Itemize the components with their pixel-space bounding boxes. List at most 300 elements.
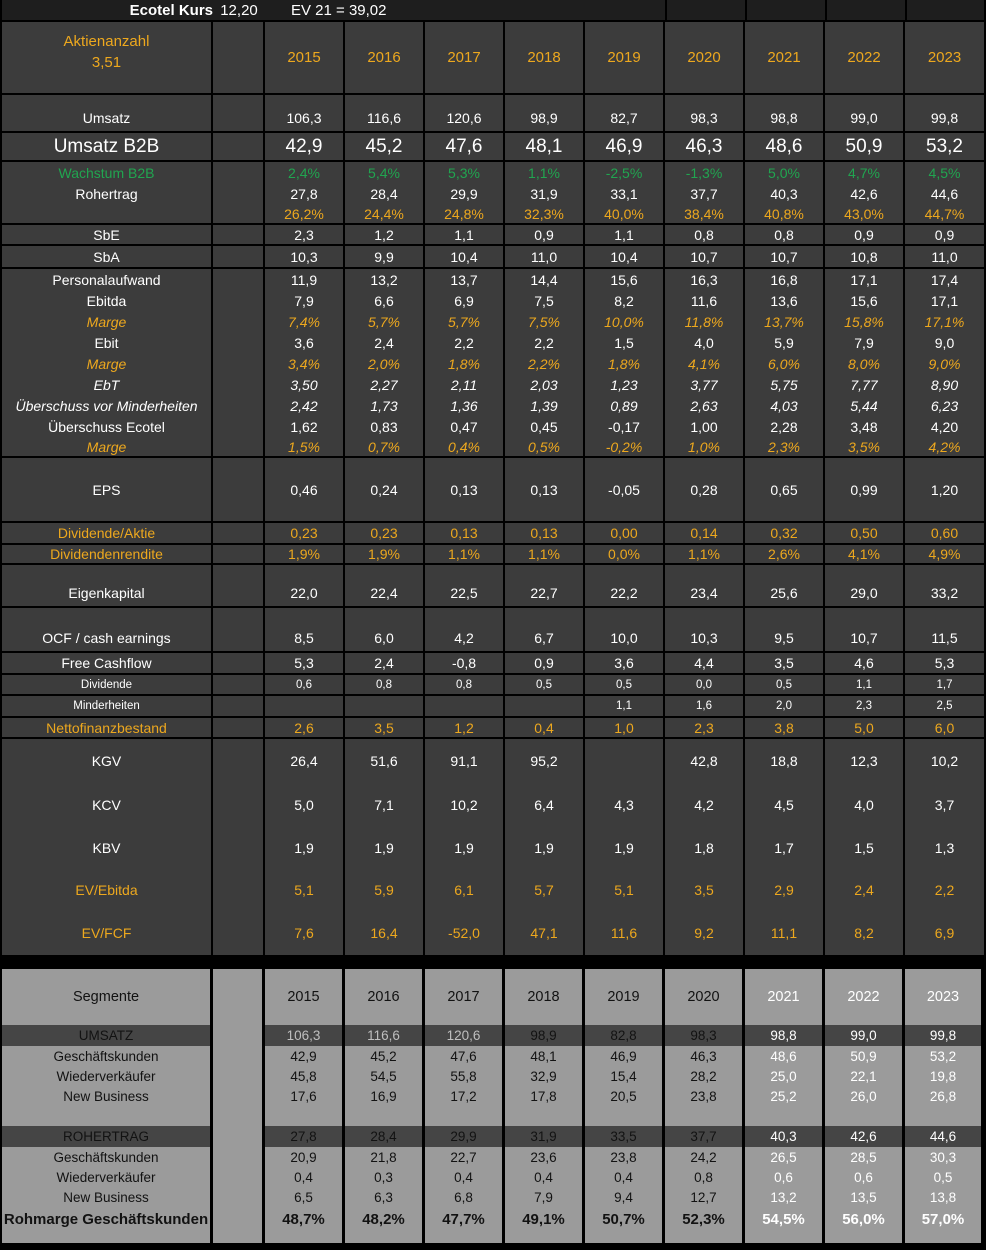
cell[interactable]: 4,0 bbox=[825, 783, 905, 827]
cell[interactable]: 5,4% bbox=[345, 162, 425, 183]
cell[interactable]: 120,6 bbox=[425, 1025, 505, 1046]
cell[interactable]: 0,9 bbox=[505, 653, 585, 673]
cell[interactable]: 17,1 bbox=[825, 269, 905, 290]
row-label[interactable]: Ebitda bbox=[2, 290, 213, 311]
cell[interactable]: 17,6 bbox=[265, 1086, 345, 1106]
cell[interactable]: 3,48 bbox=[825, 416, 905, 437]
cell[interactable]: 3,5 bbox=[745, 653, 825, 673]
cell[interactable]: 3,8 bbox=[745, 718, 825, 737]
cell[interactable]: 20,9 bbox=[265, 1147, 345, 1167]
cell[interactable]: 4,5% bbox=[928, 164, 961, 181]
cell[interactable]: 2,3 bbox=[665, 718, 745, 737]
cell[interactable]: 23,6 bbox=[505, 1147, 585, 1167]
cell[interactable]: 98,9 bbox=[505, 95, 585, 131]
row-label[interactable] bbox=[2, 204, 213, 223]
year-header[interactable]: 2019 bbox=[585, 969, 665, 1025]
cell[interactable]: 32,3% bbox=[505, 204, 585, 223]
row-label[interactable]: SbA bbox=[2, 246, 213, 267]
cell[interactable]: 31,9 bbox=[505, 183, 585, 204]
cell[interactable]: 11,6 bbox=[585, 911, 665, 955]
cell[interactable]: -0,05 bbox=[585, 458, 665, 521]
cell[interactable]: 98,3 bbox=[665, 95, 745, 131]
top-bar-cell[interactable] bbox=[665, 0, 745, 20]
cell[interactable]: 40,3 bbox=[745, 1126, 825, 1147]
cell[interactable]: 32,9 bbox=[505, 1066, 585, 1086]
cell[interactable]: 6,1 bbox=[425, 869, 505, 911]
cell[interactable]: 30,3 bbox=[905, 1147, 984, 1167]
cell[interactable]: 40,0% bbox=[585, 204, 665, 223]
cell[interactable]: 2,6 bbox=[265, 718, 345, 737]
row-label[interactable]: New Business bbox=[2, 1086, 213, 1106]
cell[interactable]: 1,62 bbox=[265, 416, 345, 437]
cell[interactable]: 8,2 bbox=[585, 290, 665, 311]
cell[interactable]: 0,8 bbox=[425, 675, 505, 694]
cell[interactable]: 0,65 bbox=[745, 458, 825, 521]
cell[interactable] bbox=[425, 696, 505, 716]
cell[interactable]: 91,1 bbox=[425, 739, 505, 783]
cell[interactable] bbox=[505, 696, 585, 716]
cell[interactable]: 43,0% bbox=[825, 204, 905, 223]
cell[interactable]: 0,83 bbox=[345, 416, 425, 437]
row-label[interactable]: Wachstum B2B bbox=[2, 162, 213, 183]
row-label[interactable]: Umsatz bbox=[2, 95, 213, 131]
row-label[interactable]: EbT bbox=[2, 374, 213, 395]
cell[interactable]: 0,47 bbox=[425, 416, 505, 437]
spacer-cell[interactable] bbox=[213, 827, 265, 869]
cell[interactable]: 26,8 bbox=[905, 1086, 984, 1106]
spacer-cell[interactable] bbox=[213, 246, 265, 267]
cell[interactable]: 7,5 bbox=[505, 290, 585, 311]
cell[interactable]: 9,2 bbox=[665, 911, 745, 955]
cell[interactable]: 22,0 bbox=[265, 565, 345, 606]
cell[interactable]: 28,4 bbox=[345, 1126, 425, 1147]
cell[interactable]: 33,5 bbox=[585, 1126, 665, 1147]
cell[interactable]: 2,0% bbox=[345, 353, 425, 374]
top-bar-cell[interactable] bbox=[745, 0, 825, 20]
cell[interactable]: -0,17 bbox=[585, 416, 665, 437]
spacer-cell[interactable] bbox=[213, 1167, 265, 1187]
cell[interactable]: 23,8 bbox=[665, 1086, 745, 1106]
cell[interactable]: 45,2 bbox=[345, 133, 425, 160]
spacer-cell[interactable] bbox=[213, 653, 265, 673]
cell[interactable]: 1,5 bbox=[825, 827, 905, 869]
top-bar-merged-cell[interactable] bbox=[2, 0, 665, 20]
cell[interactable]: 19,8 bbox=[905, 1066, 984, 1086]
cell[interactable]: 44,6 bbox=[930, 185, 959, 202]
cell[interactable]: 7,9 bbox=[825, 332, 905, 353]
cell[interactable]: 13,7 bbox=[425, 269, 505, 290]
cell[interactable]: 21,8 bbox=[345, 1147, 425, 1167]
cell[interactable]: 0,32 bbox=[745, 523, 825, 543]
cell[interactable]: 0,7% bbox=[345, 437, 425, 456]
cell[interactable]: 0,4 bbox=[265, 1167, 345, 1187]
year-header[interactable]: 2021 bbox=[745, 969, 825, 1025]
cell[interactable]: 10,7 bbox=[745, 246, 825, 267]
spacer-cell[interactable] bbox=[213, 458, 265, 521]
cell[interactable]: 1,20 bbox=[930, 481, 959, 498]
cell[interactable]: 23,4 bbox=[665, 565, 745, 606]
cell[interactable]: 1,1% bbox=[425, 545, 505, 563]
cell[interactable]: 7,9 bbox=[505, 1187, 585, 1207]
cell[interactable]: 0,13 bbox=[505, 458, 585, 521]
year-header[interactable]: 2017 bbox=[425, 969, 505, 1025]
cell[interactable]: 99,8 bbox=[930, 110, 959, 126]
cell[interactable]: 0,5 bbox=[905, 1167, 984, 1187]
spacer-cell[interactable] bbox=[213, 269, 265, 290]
cell[interactable]: 0,0 bbox=[665, 675, 745, 694]
cell[interactable]: 1,39 bbox=[505, 395, 585, 416]
cell[interactable]: 55,8 bbox=[425, 1066, 505, 1086]
cell[interactable]: 0,46 bbox=[265, 458, 345, 521]
cell[interactable]: 31,9 bbox=[505, 1126, 585, 1147]
cell[interactable]: 11,1 bbox=[745, 911, 825, 955]
cell[interactable]: 29,0 bbox=[825, 565, 905, 606]
spacer-cell[interactable] bbox=[213, 523, 265, 543]
row-label[interactable]: EV/FCF bbox=[2, 911, 213, 955]
spacer-cell[interactable] bbox=[213, 204, 265, 223]
cell[interactable]: 99,8 bbox=[905, 1025, 984, 1046]
cell[interactable]: 47,7% bbox=[425, 1207, 505, 1231]
cell[interactable]: 0,8 bbox=[665, 1167, 745, 1187]
cell[interactable]: 33,1 bbox=[585, 183, 665, 204]
spacer-cell[interactable] bbox=[213, 1066, 265, 1086]
cell[interactable]: 17,1% bbox=[924, 313, 965, 330]
cell[interactable]: -1,3% bbox=[665, 162, 745, 183]
cell[interactable]: 1,9% bbox=[345, 545, 425, 563]
spacer-cell[interactable] bbox=[213, 437, 265, 456]
cell[interactable]: 22,2 bbox=[585, 565, 665, 606]
cell[interactable]: 1,9% bbox=[265, 545, 345, 563]
cell[interactable]: 13,5 bbox=[825, 1187, 905, 1207]
cell[interactable]: 11,0 bbox=[505, 246, 585, 267]
cell[interactable]: 0,0% bbox=[585, 545, 665, 563]
cell[interactable]: 42,9 bbox=[265, 1046, 345, 1066]
cell[interactable]: 10,2 bbox=[425, 783, 505, 827]
cell[interactable]: 11,6 bbox=[665, 290, 745, 311]
cell[interactable]: 44,7% bbox=[924, 205, 965, 222]
cell[interactable]: 4,6 bbox=[825, 653, 905, 673]
cell[interactable]: 7,5% bbox=[505, 311, 585, 332]
cell[interactable]: 0,3 bbox=[345, 1167, 425, 1187]
cell[interactable]: 44,6 bbox=[905, 1126, 984, 1147]
spacer-cell[interactable] bbox=[213, 332, 265, 353]
cell[interactable]: 51,6 bbox=[345, 739, 425, 783]
cell[interactable]: 50,9 bbox=[825, 133, 905, 160]
cell[interactable]: 42,6 bbox=[825, 1126, 905, 1147]
cell[interactable]: 3,6 bbox=[265, 332, 345, 353]
cell[interactable]: 0,00 bbox=[585, 523, 665, 543]
cell[interactable]: 6,23 bbox=[930, 397, 959, 414]
cell[interactable]: 5,3 bbox=[265, 653, 345, 673]
cell[interactable]: 1,1 bbox=[825, 675, 905, 694]
cell[interactable]: 0,5 bbox=[505, 675, 585, 694]
spacer-cell[interactable] bbox=[213, 565, 265, 606]
cell[interactable]: 57,0% bbox=[905, 1207, 984, 1231]
row-label[interactable]: EPS bbox=[2, 458, 213, 521]
spacer-cell[interactable] bbox=[213, 133, 265, 160]
cell[interactable]: -0,8 bbox=[425, 653, 505, 673]
row-label[interactable]: Überschuss Ecotel bbox=[2, 416, 213, 437]
cell[interactable]: 4,2 bbox=[665, 783, 745, 827]
cell[interactable]: 29,9 bbox=[425, 183, 505, 204]
cell[interactable]: 4,2% bbox=[928, 438, 961, 455]
cell[interactable]: 2,3% bbox=[745, 437, 825, 456]
cell[interactable]: 22,5 bbox=[425, 565, 505, 606]
cell[interactable]: 6,7 bbox=[505, 608, 585, 651]
cell[interactable]: 27,8 bbox=[265, 1126, 345, 1147]
cell[interactable]: 0,60 bbox=[930, 525, 959, 541]
row-label[interactable]: KBV bbox=[2, 827, 213, 869]
row-label[interactable]: OCF / cash earnings bbox=[2, 608, 213, 651]
row-label[interactable]: SbE bbox=[2, 225, 213, 244]
cell[interactable]: 4,20 bbox=[930, 418, 959, 435]
year-header[interactable]: 2015 bbox=[265, 22, 345, 93]
row-label[interactable]: Wiederverkäufer bbox=[2, 1167, 213, 1187]
cell[interactable] bbox=[265, 696, 345, 716]
top-bar-cell[interactable] bbox=[905, 0, 984, 20]
cell[interactable]: 7,6 bbox=[265, 911, 345, 955]
row-label[interactable]: Personalaufwand bbox=[2, 269, 213, 290]
cell[interactable]: 28,4 bbox=[345, 183, 425, 204]
cell[interactable]: 0,24 bbox=[345, 458, 425, 521]
cell[interactable]: 10,0% bbox=[585, 311, 665, 332]
row-label[interactable]: Dividendenrendite bbox=[2, 545, 213, 563]
cell[interactable]: 0,89 bbox=[585, 395, 665, 416]
cell[interactable]: 1,0% bbox=[665, 437, 745, 456]
cell[interactable]: 25,2 bbox=[745, 1086, 825, 1106]
cell[interactable]: 2,0 bbox=[745, 696, 825, 716]
cell[interactable]: 2,2% bbox=[505, 353, 585, 374]
cell[interactable]: 13,8 bbox=[905, 1187, 984, 1207]
cell[interactable]: 2,3 bbox=[825, 696, 905, 716]
cell[interactable]: 98,8 bbox=[745, 95, 825, 131]
cell[interactable]: 46,3 bbox=[665, 133, 745, 160]
cell[interactable]: 25,0 bbox=[745, 1066, 825, 1086]
cell[interactable]: 54,5 bbox=[345, 1066, 425, 1086]
cell[interactable]: 46,9 bbox=[585, 1046, 665, 1066]
row-label[interactable]: Marge bbox=[2, 311, 213, 332]
cell[interactable]: 26,2% bbox=[265, 204, 345, 223]
cell[interactable]: 120,6 bbox=[425, 95, 505, 131]
row-label[interactable]: Free Cashflow bbox=[2, 653, 213, 673]
cell[interactable]: 50,9 bbox=[825, 1046, 905, 1066]
cell[interactable]: 1,9 bbox=[425, 827, 505, 869]
cell[interactable]: 0,50 bbox=[825, 523, 905, 543]
segments-title-cell[interactable]: Segmente bbox=[2, 969, 213, 1025]
cell[interactable]: 116,6 bbox=[345, 95, 425, 131]
cell[interactable]: 1,23 bbox=[585, 374, 665, 395]
cell[interactable]: 1,8% bbox=[425, 353, 505, 374]
cell[interactable]: 0,28 bbox=[665, 458, 745, 521]
year-header[interactable]: 2021 bbox=[745, 22, 825, 93]
row-label[interactable]: Ebit bbox=[2, 332, 213, 353]
spacer-cell[interactable] bbox=[213, 395, 265, 416]
cell[interactable]: 1,1% bbox=[505, 162, 585, 183]
cell[interactable]: 47,6 bbox=[425, 133, 505, 160]
cell[interactable]: 1,36 bbox=[425, 395, 505, 416]
cell[interactable]: 47,6 bbox=[425, 1046, 505, 1066]
cell[interactable]: 25,6 bbox=[745, 565, 825, 606]
cell[interactable]: 9,4 bbox=[585, 1187, 665, 1207]
cell[interactable]: 0,5% bbox=[505, 437, 585, 456]
cell[interactable]: 1,2 bbox=[345, 225, 425, 244]
cell[interactable]: 1,2 bbox=[425, 718, 505, 737]
cell[interactable]: 1,7 bbox=[936, 678, 953, 691]
cell[interactable]: 15,4 bbox=[585, 1066, 665, 1086]
spacer-cell[interactable] bbox=[213, 162, 265, 183]
year-header[interactable]: 2018 bbox=[505, 22, 585, 93]
cell[interactable]: 5,3 bbox=[934, 655, 955, 671]
cell[interactable]: 23,8 bbox=[585, 1147, 665, 1167]
cell[interactable]: 3,4% bbox=[265, 353, 345, 374]
cell[interactable]: 1,1% bbox=[505, 545, 585, 563]
cell[interactable]: 1,0 bbox=[585, 718, 665, 737]
year-header[interactable]: 2016 bbox=[345, 969, 425, 1025]
cell[interactable]: 11,9 bbox=[265, 269, 345, 290]
cell[interactable]: 38,4% bbox=[665, 204, 745, 223]
row-label[interactable]: Nettofinanzbestand bbox=[2, 718, 213, 737]
cell[interactable]: 4,4 bbox=[665, 653, 745, 673]
cell[interactable]: 1,00 bbox=[665, 416, 745, 437]
cell[interactable]: 20,5 bbox=[585, 1086, 665, 1106]
spacer-cell[interactable] bbox=[213, 311, 265, 332]
cell[interactable]: 5,1 bbox=[585, 869, 665, 911]
cell[interactable]: 7,4% bbox=[265, 311, 345, 332]
cell[interactable]: 24,4% bbox=[345, 204, 425, 223]
cell[interactable]: 10,4 bbox=[585, 246, 665, 267]
cell[interactable]: 2,4% bbox=[265, 162, 345, 183]
cell[interactable]: 3,5 bbox=[665, 869, 745, 911]
cell[interactable]: 1,3 bbox=[934, 840, 955, 856]
cell[interactable]: 1,73 bbox=[345, 395, 425, 416]
spacer-cell[interactable] bbox=[213, 225, 265, 244]
cell[interactable]: 53,2 bbox=[905, 1046, 984, 1066]
cell[interactable]: 3,50 bbox=[265, 374, 345, 395]
cell[interactable]: 11,8% bbox=[665, 311, 745, 332]
cell[interactable]: 3,7 bbox=[934, 797, 955, 813]
cell[interactable]: 0,13 bbox=[425, 458, 505, 521]
spacer-cell[interactable] bbox=[213, 1147, 265, 1167]
cell[interactable]: 5,7% bbox=[425, 311, 505, 332]
cell[interactable]: 10,3 bbox=[665, 608, 745, 651]
cell[interactable]: 99,0 bbox=[825, 1025, 905, 1046]
cell[interactable]: 6,0 bbox=[934, 719, 955, 736]
cell[interactable]: 6,9 bbox=[425, 290, 505, 311]
cell[interactable]: 26,4 bbox=[265, 739, 345, 783]
cell[interactable]: 1,1 bbox=[585, 696, 665, 716]
row-label[interactable]: Geschäftskunden bbox=[2, 1046, 213, 1066]
cell[interactable]: 1,5 bbox=[585, 332, 665, 353]
year-header[interactable]: 2020 bbox=[665, 22, 745, 93]
cell[interactable]: 2,11 bbox=[425, 374, 505, 395]
year-header[interactable]: 2023 bbox=[927, 49, 962, 66]
cell[interactable]: 46,9 bbox=[585, 133, 665, 160]
cell[interactable]: 3,6 bbox=[585, 653, 665, 673]
spacer-cell[interactable] bbox=[213, 696, 265, 716]
cell[interactable]: 17,4 bbox=[930, 271, 959, 288]
cell[interactable]: 82,7 bbox=[585, 95, 665, 131]
cell[interactable]: 2,4 bbox=[345, 332, 425, 353]
cell[interactable] bbox=[345, 696, 425, 716]
cell[interactable]: 2,6% bbox=[745, 545, 825, 563]
cell[interactable]: -0,2% bbox=[585, 437, 665, 456]
cell[interactable]: 56,0% bbox=[825, 1207, 905, 1231]
cell[interactable]: 2,2 bbox=[505, 332, 585, 353]
cell[interactable]: 9,0% bbox=[928, 355, 961, 372]
cell[interactable]: 46,3 bbox=[665, 1046, 745, 1066]
cell[interactable]: 27,8 bbox=[265, 183, 345, 204]
cell[interactable]: 8,5 bbox=[265, 608, 345, 651]
cell[interactable]: 2,28 bbox=[745, 416, 825, 437]
cell[interactable]: 10,7 bbox=[825, 608, 905, 651]
year-header[interactable]: 2020 bbox=[665, 969, 745, 1025]
spacer-cell[interactable] bbox=[213, 1086, 265, 1106]
cell[interactable]: 0,13 bbox=[425, 523, 505, 543]
cell[interactable]: 0,13 bbox=[505, 523, 585, 543]
cell[interactable]: 1,1 bbox=[585, 225, 665, 244]
cell[interactable]: 2,63 bbox=[665, 395, 745, 416]
spacer-cell[interactable] bbox=[213, 290, 265, 311]
cell[interactable]: 17,8 bbox=[505, 1086, 585, 1106]
cell[interactable]: 10,2 bbox=[930, 753, 959, 769]
cell[interactable]: 4,03 bbox=[745, 395, 825, 416]
top-bar-cell[interactable] bbox=[825, 0, 905, 20]
cell[interactable]: -2,5% bbox=[585, 162, 665, 183]
row-label[interactable]: Minderheiten bbox=[2, 696, 213, 716]
cell[interactable]: 10,4 bbox=[425, 246, 505, 267]
cell[interactable]: 47,1 bbox=[505, 911, 585, 955]
cell[interactable]: 4,1% bbox=[665, 353, 745, 374]
cell[interactable]: 2,4 bbox=[345, 653, 425, 673]
cell[interactable]: 0,6 bbox=[745, 1167, 825, 1187]
cell[interactable]: 48,6 bbox=[745, 133, 825, 160]
cell[interactable]: 0,9 bbox=[825, 225, 905, 244]
cell[interactable]: 0,4 bbox=[585, 1167, 665, 1187]
cell[interactable]: 24,8% bbox=[425, 204, 505, 223]
cell[interactable]: 28,2 bbox=[665, 1066, 745, 1086]
row-label[interactable]: ROHERTRAG bbox=[2, 1126, 213, 1147]
cell[interactable]: 1,1% bbox=[665, 545, 745, 563]
cell[interactable]: 6,6 bbox=[345, 290, 425, 311]
cell[interactable]: 48,7% bbox=[265, 1207, 345, 1231]
cell[interactable]: 22,7 bbox=[505, 565, 585, 606]
cell[interactable]: 1,8% bbox=[585, 353, 665, 374]
cell[interactable]: 1,7 bbox=[745, 827, 825, 869]
cell[interactable]: 2,2 bbox=[425, 332, 505, 353]
cell[interactable]: 11,0 bbox=[931, 248, 958, 265]
cell[interactable]: 9,5 bbox=[745, 608, 825, 651]
row-label[interactable]: Rohmarge Geschäftskunden bbox=[2, 1207, 213, 1231]
row-label[interactable]: Dividende/Aktie bbox=[2, 523, 213, 543]
cell[interactable]: 3,77 bbox=[665, 374, 745, 395]
cell[interactable]: 98,9 bbox=[505, 1025, 585, 1046]
year-header[interactable]: 2018 bbox=[505, 969, 585, 1025]
cell[interactable]: -52,0 bbox=[425, 911, 505, 955]
cell[interactable]: 2,2 bbox=[934, 882, 955, 898]
cell[interactable]: 52,3% bbox=[665, 1207, 745, 1231]
cell[interactable]: 40,8% bbox=[745, 204, 825, 223]
cell[interactable]: 0,23 bbox=[265, 523, 345, 543]
cell[interactable]: 0,8 bbox=[345, 675, 425, 694]
row-label[interactable]: EV/Ebitda bbox=[2, 869, 213, 911]
cell[interactable]: 2,27 bbox=[345, 374, 425, 395]
cell[interactable]: 10,7 bbox=[665, 246, 745, 267]
cell[interactable]: 5,7 bbox=[505, 869, 585, 911]
year-header[interactable]: 2016 bbox=[345, 22, 425, 93]
row-label[interactable]: KGV bbox=[2, 739, 213, 783]
cell[interactable]: 5,1 bbox=[265, 869, 345, 911]
cell[interactable]: 5,75 bbox=[745, 374, 825, 395]
